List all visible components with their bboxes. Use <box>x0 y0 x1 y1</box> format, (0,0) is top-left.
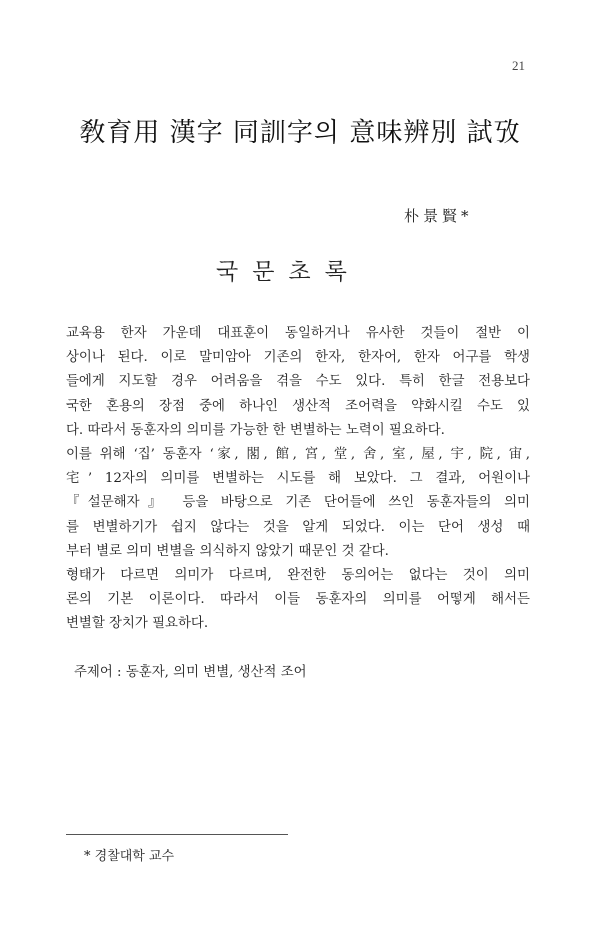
abstract-line: 부터 별로 의미 변별을 의식하지 않았기 때문인 것 같다. <box>66 543 389 559</box>
page-number: 21 <box>512 58 525 73</box>
abstract-line: 론의 기본 이론이다. 따라서 이들 동훈자의 의미를 어떻게 해서든 <box>66 592 530 608</box>
abstract-line: 변별할 장치가 필요하다. <box>66 616 209 632</box>
abstract-line: 宅’ 12자의 의미를 변별하는 시도를 해 보았다. 그 결과, 어원이나 <box>66 471 530 487</box>
abstract-line: 교육용 한자 가운데 대표훈이 동일하거나 유사한 것들이 절반 이 <box>66 326 530 341</box>
abstract-line: 국한 혼용의 장점 중에 하나인 생산적 조어력을 약화시킬 수도 있 <box>66 398 530 414</box>
abstract-body <box>66 322 530 636</box>
abstract-line: 들에게 지도할 경우 어려움을 겪을 수도 있다. 특히 한글 전용보다 <box>66 374 530 390</box>
keywords: 주제어 : 동훈자, 의미 변별, 생산적 조어 <box>74 665 307 680</box>
abstract-heading: 국문초록 <box>216 259 361 285</box>
abstract-line: 를 변별하기가 쉽지 않다는 것을 알게 되었다. 이는 단어 생성 때 <box>66 519 530 535</box>
author-name: 朴景賢* <box>404 207 473 225</box>
footnote-divider <box>66 834 288 835</box>
abstract-line: 『설문해자』 등을 바탕으로 기존 단어들에 쓰인 동훈자들의 의미 <box>66 495 530 511</box>
abstract-line: 형태가 다르면 의미가 다르며, 완전한 동의어는 없다는 것이 의미 <box>66 567 530 583</box>
abstract-line: 상이나 된다. 이로 말미암아 기존의 한자, 한자어, 한자 어구를 학생 <box>66 350 530 366</box>
article-title: 敎育用 漢字 同訓字의 意味辨別 試攷 <box>79 118 521 148</box>
abstract-line: 다. 따라서 동훈자의 의미를 가능한 한 변별하는 노력이 필요하다. <box>66 422 445 438</box>
author-footnote: * 경찰대학 교수 <box>84 849 175 864</box>
abstract-line: 이를 위해 ‘집’ 동훈자 ‘家, 閣, 館, 宮, 堂, 舍, 室, 屋, 宇, 院, 宙, <box>66 446 530 462</box>
